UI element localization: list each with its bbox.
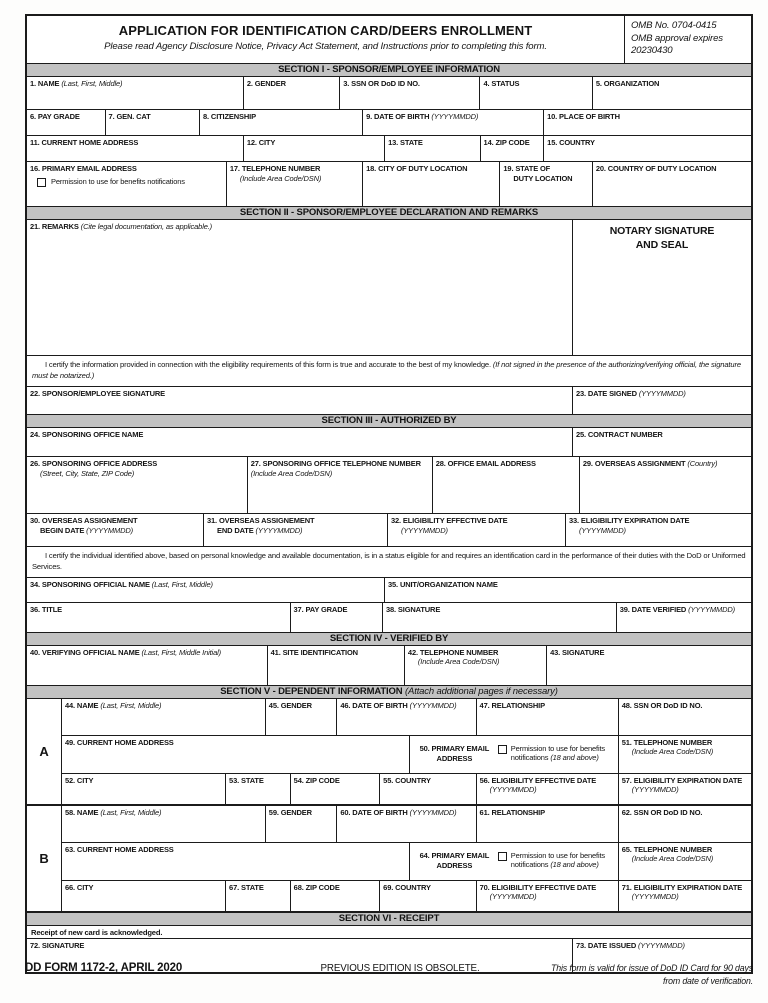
dependent-rows — [62, 806, 751, 911]
field-label: 71. ELIGIBILITY EXPIRATION DATE — [621, 882, 743, 892]
field-6[interactable] — [27, 110, 106, 135]
field-label: 58. NAME (Last, First, Middle) — [65, 807, 162, 817]
field-label-line-2: (Include Area Code/DSN) — [631, 747, 714, 757]
section-2-bar — [27, 207, 751, 220]
field-25[interactable] — [573, 428, 751, 456]
field-label: 13. STATE — [388, 138, 423, 147]
field-22[interactable] — [27, 387, 573, 414]
field-label-line-2: (YYYYMMDD) — [400, 525, 448, 535]
field-label-line-2: (Include Area Code/DSN) — [631, 854, 714, 864]
field-2[interactable] — [244, 77, 340, 109]
field-40[interactable] — [27, 646, 268, 685]
section-bar-title: SECTION VI - RECEIPT — [338, 912, 440, 924]
field-18[interactable] — [363, 162, 500, 206]
field-53[interactable] — [226, 774, 291, 804]
field-label-line-2: (Street, City, State, ZIP Code) — [40, 468, 135, 478]
field-31[interactable] — [204, 514, 388, 546]
field-label: 3. SSN OR DoD ID NO. — [343, 79, 420, 88]
field-label: 63. CURRENT HOME ADDRESS — [65, 844, 174, 854]
field-label: 9. DATE OF BIRTH (YYYYMMDD) — [366, 112, 479, 121]
field-48[interactable] — [619, 699, 751, 735]
section-bar-title: SECTION II - SPONSOR/EMPLOYEE DECLARATION AND REMARKS — [239, 207, 539, 218]
field-label: 39. DATE VERIFIED (YYYYMMDD) — [619, 604, 735, 614]
section-5-bar — [27, 686, 751, 699]
field-21[interactable] — [27, 220, 573, 355]
field-4[interactable] — [480, 77, 592, 109]
field-66[interactable] — [62, 881, 226, 911]
form-row — [27, 162, 751, 207]
dependent-a-label: A — [27, 699, 62, 804]
field-67[interactable] — [226, 881, 291, 911]
section-bar-title: SECTION I - SPONSOR/EMPLOYEE INFORMATION — [278, 64, 500, 75]
field-label: 56. ELIGIBILITY EFFECTIVE DATE — [479, 775, 597, 785]
dependent-block-a — [27, 699, 751, 806]
field-43[interactable] — [547, 646, 751, 685]
field-label: 19. STATE OF — [503, 164, 551, 173]
section-bar-title: SECTION V - DEPENDENT INFORMATION — [220, 685, 403, 697]
field-71[interactable] — [619, 881, 751, 911]
field-label-line-2: (YYYYMMDD) — [489, 892, 537, 902]
field-44[interactable] — [62, 699, 266, 735]
field-label: 49. CURRENT HOME ADDRESS — [65, 737, 174, 747]
field-label: 51. TELEPHONE NUMBER — [621, 737, 713, 747]
omb-box — [624, 16, 751, 63]
field-label: 23. DATE SIGNED (YYYYMMDD) — [575, 388, 686, 398]
field-label: 38. SIGNATURE — [385, 604, 441, 614]
form-row — [62, 881, 751, 911]
field-37[interactable] — [291, 603, 383, 632]
field-label: 25. CONTRACT NUMBER — [575, 429, 663, 439]
field-17[interactable] — [227, 162, 363, 206]
field-label: 1. NAME (Last, First, Middle) — [30, 79, 123, 88]
field-10[interactable] — [544, 110, 751, 135]
sponsor-certification-note: I certify the information provided in connection with the eligibility requirements of this form is true and accurate to the best of my knowledge. (If not signed in the presence of the authorizing/verifying official, the signature must be notarized.) — [27, 356, 751, 387]
field-label: 24. SPONSORING OFFICE NAME — [30, 429, 144, 439]
field-39[interactable] — [617, 603, 751, 632]
benefits-permission-checkbox[interactable] — [498, 745, 507, 754]
field-label: 40. VERIFYING OFFICIAL NAME (Last, First, Middle Initial) — [30, 647, 221, 657]
section-bar-subtitle: (Attach additional pages if necessary) — [405, 685, 558, 697]
form-title: APPLICATION FOR IDENTIFICATION CARD/DEERS ENROLLMENT — [118, 23, 533, 38]
notary-signature-seal-box[interactable] — [573, 220, 751, 355]
field-69[interactable] — [380, 881, 476, 911]
field-label: 18. CITY OF DUTY LOCATION — [366, 164, 468, 173]
field-57[interactable] — [619, 774, 751, 804]
field-45[interactable] — [266, 699, 338, 735]
field-label: 62. SSN OR DoD ID NO. — [621, 807, 703, 817]
form-row — [27, 220, 751, 356]
section-4-bar — [27, 633, 751, 646]
field-label: 29. OVERSEAS ASSIGNMENT (Country) — [582, 458, 718, 468]
field-label: 61. RELATIONSHIP — [479, 807, 545, 817]
form-footer — [25, 962, 753, 988]
omb-expiry-date: 20230430 — [631, 45, 673, 57]
field-label: 26. SPONSORING OFFICE ADDRESS — [30, 458, 158, 468]
field-label: 67. STATE — [229, 882, 264, 892]
field-14[interactable] — [481, 136, 545, 161]
form-row — [27, 603, 751, 633]
form-row — [27, 110, 751, 136]
field-12[interactable] — [244, 136, 385, 161]
notary-line-1: NOTARY SIGNATURE — [609, 225, 715, 237]
field-70[interactable] — [477, 881, 619, 911]
field-64[interactable] — [410, 843, 619, 880]
form-number: DD FORM 1172-2, APRIL 2020 — [25, 962, 183, 974]
section-1-bar — [27, 64, 751, 77]
section-bar-title: SECTION IV - VERIFIED BY — [329, 632, 449, 644]
field-label: 35. UNIT/ORGANIZATION NAME — [388, 579, 498, 589]
field-label: 66. CITY — [65, 882, 94, 892]
field-19[interactable] — [500, 162, 592, 206]
field-label: 16. PRIMARY EMAIL ADDRESS — [30, 164, 137, 173]
form-row — [27, 428, 751, 457]
field-label: 37. PAY GRADE — [293, 604, 348, 614]
field-58[interactable] — [62, 806, 266, 842]
field-label-line-2: (Include Area Code/DSN) — [417, 657, 500, 667]
field-8[interactable] — [200, 110, 363, 135]
field-label: 54. ZIP CODE — [293, 775, 340, 785]
dependent-b-label: B — [27, 806, 62, 911]
field-51[interactable] — [619, 736, 751, 773]
dependent-block-b — [27, 806, 751, 913]
dependent-rows — [62, 699, 751, 804]
field-label-line-2: END DATE (YYYYMMDD) — [217, 525, 303, 535]
field-62[interactable] — [619, 806, 751, 842]
field-54[interactable] — [291, 774, 381, 804]
field-label: 53. STATE — [229, 775, 264, 785]
field-label: 48. SSN OR DoD ID NO. — [621, 700, 703, 710]
field-label: 72. SIGNATURE — [30, 940, 85, 950]
field-label: 55. COUNTRY — [383, 775, 431, 785]
field-label: 2. GENDER — [246, 79, 286, 88]
field-label: 33. ELIGIBILITY EXPIRATION DATE — [569, 515, 690, 525]
field-38[interactable] — [383, 603, 617, 632]
form-row — [27, 77, 751, 110]
field-label: 44. NAME (Last, First, Middle) — [65, 700, 162, 710]
validity-note: This form is valid for issue of DoD ID Card for 90 days from date of verification. — [551, 963, 754, 986]
field-63[interactable] — [62, 843, 410, 880]
form-row — [27, 136, 751, 162]
field-13[interactable] — [385, 136, 480, 161]
field-label: 52. CITY — [65, 775, 94, 785]
field-label: 17. TELEPHONE NUMBER — [229, 164, 321, 173]
field-68[interactable] — [291, 881, 381, 911]
field-label: 30. OVERSEAS ASSIGNEMENT — [30, 515, 138, 525]
section-6-bar — [27, 913, 751, 926]
field-label-line-2: (YYYYMMDD) — [631, 892, 679, 902]
form-row — [27, 646, 751, 686]
checkbox-label: Permission to use for benefits notifications (18 and above) — [510, 743, 606, 763]
field-26[interactable] — [27, 457, 248, 513]
field-label: 59. GENDER — [268, 807, 312, 817]
field-30[interactable] — [27, 514, 204, 546]
authorizing-certification-note: I certify the individual identified above, based on personal knowledge and available documentation, is in a status eligible for and requires an identification card in the performance of their duties with the DoD or Uniformed Services. — [27, 547, 751, 578]
field-56[interactable] — [477, 774, 619, 804]
field-11[interactable] — [27, 136, 244, 161]
form-row — [27, 387, 751, 415]
field-16[interactable] — [27, 162, 227, 206]
field-46[interactable] — [337, 699, 476, 735]
field-49[interactable] — [62, 736, 410, 773]
field-20[interactable] — [593, 162, 751, 206]
benefits-permission-checkbox[interactable] — [498, 852, 507, 861]
benefits-permission-checkbox[interactable] — [37, 178, 46, 187]
previous-edition-note: PREVIOUS EDITION IS OBSOLETE. — [320, 963, 480, 974]
field-label: 8. CITIZENSHIP — [203, 112, 256, 121]
field-55[interactable] — [380, 774, 476, 804]
field-64-label: 64. PRIMARY EMAIL ADDRESS — [419, 850, 490, 870]
field-label: 43. SIGNATURE — [550, 647, 605, 657]
field-label: 60. DATE OF BIRTH (YYYYMMDD) — [340, 807, 457, 817]
field-label: 68. ZIP CODE — [293, 882, 340, 892]
form-subtitle: Please read Agency Disclosure Notice, Privacy Act Statement, and Instructions prior to completing this form. — [104, 41, 547, 52]
field-36[interactable] — [27, 603, 291, 632]
field-60[interactable] — [337, 806, 476, 842]
field-50-label: 50. PRIMARY EMAIL ADDRESS — [419, 743, 490, 763]
field-label: 20. COUNTRY OF DUTY LOCATION — [595, 164, 717, 173]
field-32[interactable] — [388, 514, 566, 546]
form-title-block — [27, 16, 624, 63]
field-label-line-2: (YYYYMMDD) — [631, 785, 679, 795]
form-row — [62, 736, 751, 774]
field-34[interactable] — [27, 578, 385, 602]
field-29[interactable] — [580, 457, 751, 513]
field-label: 65. TELEPHONE NUMBER — [621, 844, 713, 854]
field-label: 6. PAY GRADE — [30, 112, 80, 121]
field-24[interactable] — [27, 428, 573, 456]
field-label: 7. GEN. CAT — [108, 112, 151, 121]
field-label: 11. CURRENT HOME ADDRESS — [30, 138, 139, 147]
form-row — [62, 806, 751, 843]
field-label: 41. SITE IDENTIFICATION — [270, 647, 358, 657]
form-body — [27, 64, 751, 972]
field-label: 27. SPONSORING OFFICE TELEPHONE NUMBER (Include Area Code/DSN) — [250, 458, 421, 478]
checkbox-label: Permission to use for benefits notifications — [51, 176, 185, 186]
field-65[interactable] — [619, 843, 751, 880]
field-label: 42. TELEPHONE NUMBER — [407, 647, 499, 657]
field-label: 14. ZIP CODE — [483, 138, 530, 147]
dd-form-1172-2 — [25, 14, 753, 974]
receipt-acknowledgement-text: Receipt of new card is acknowledged. — [27, 926, 751, 939]
field-label: 12. CITY — [246, 138, 276, 147]
field-23[interactable] — [573, 387, 751, 414]
field-label-line-2: (YYYYMMDD) — [579, 525, 626, 535]
field-label: 10. PLACE OF BIRTH — [547, 112, 620, 121]
field-15[interactable] — [544, 136, 751, 161]
field-1[interactable] — [27, 77, 244, 109]
field-7[interactable] — [106, 110, 200, 135]
field-label: 4. STATUS — [483, 79, 520, 88]
form-header — [27, 16, 751, 64]
form-row — [27, 514, 751, 547]
field-27[interactable] — [248, 457, 433, 513]
field-47[interactable] — [477, 699, 619, 735]
field-label: 21. REMARKS (Cite legal documentation, as applicable.) — [30, 222, 213, 231]
field-label: 22. SPONSOR/EMPLOYEE SIGNATURE — [30, 388, 165, 398]
field-label: 32. ELIGIBILITY EFFECTIVE DATE — [390, 515, 508, 525]
field-label-line-2: (YYYYMMDD) — [489, 785, 537, 795]
field-9[interactable] — [363, 110, 544, 135]
field-label: 70. ELIGIBILITY EFFECTIVE DATE — [479, 882, 597, 892]
field-label: 69. COUNTRY — [383, 882, 431, 892]
field-label: 28. OFFICE EMAIL ADDRESS — [435, 458, 536, 468]
field-label: 47. RELATIONSHIP — [479, 700, 545, 710]
field-28[interactable] — [433, 457, 580, 513]
field-label: 5. ORGANIZATION — [595, 79, 660, 88]
field-label: 57. ELIGIBILITY EXPIRATION DATE — [621, 775, 743, 785]
field-33[interactable] — [566, 514, 751, 546]
field-label-line-2: DUTY LOCATION — [513, 173, 573, 183]
field-41[interactable] — [268, 646, 405, 685]
form-row — [62, 843, 751, 881]
field-59[interactable] — [266, 806, 338, 842]
omb-number: OMB No. 0704-0415 — [631, 20, 717, 31]
field-label: 46. DATE OF BIRTH (YYYYMMDD) — [340, 700, 457, 710]
field-label: 15. COUNTRY — [547, 138, 595, 147]
field-52[interactable] — [62, 774, 226, 804]
field-42[interactable] — [405, 646, 547, 685]
field-label: 73. DATE ISSUED (YYYYMMDD) — [575, 940, 685, 950]
form-row — [27, 578, 751, 603]
checkbox-label: Permission to use for benefits notifications (18 and above) — [510, 850, 606, 870]
field-5[interactable] — [593, 77, 751, 109]
field-label: 36. TITLE — [30, 604, 63, 614]
field-50[interactable] — [410, 736, 619, 773]
form-row — [27, 457, 751, 514]
field-label: 34. SPONSORING OFFICIAL NAME (Last, First, Middle) — [30, 579, 213, 589]
field-label: 31. OVERSEAS ASSIGNEMENT — [207, 515, 315, 525]
field-61[interactable] — [477, 806, 619, 842]
notary-line-2: AND SEAL — [635, 239, 689, 252]
form-row — [62, 774, 751, 804]
form-row — [62, 699, 751, 736]
section-bar-title: SECTION III - AUTHORIZED BY — [321, 414, 457, 426]
section-3-bar — [27, 415, 751, 428]
field-label: 45. GENDER — [268, 700, 312, 710]
field-label-line-2: BEGIN DATE (YYYYMMDD) — [40, 525, 133, 535]
field-3[interactable] — [340, 77, 480, 109]
field-label-line-2: (Include Area Code/DSN) — [239, 173, 322, 183]
field-35[interactable] — [385, 578, 751, 602]
omb-expiry-label: OMB approval expires — [631, 32, 723, 44]
